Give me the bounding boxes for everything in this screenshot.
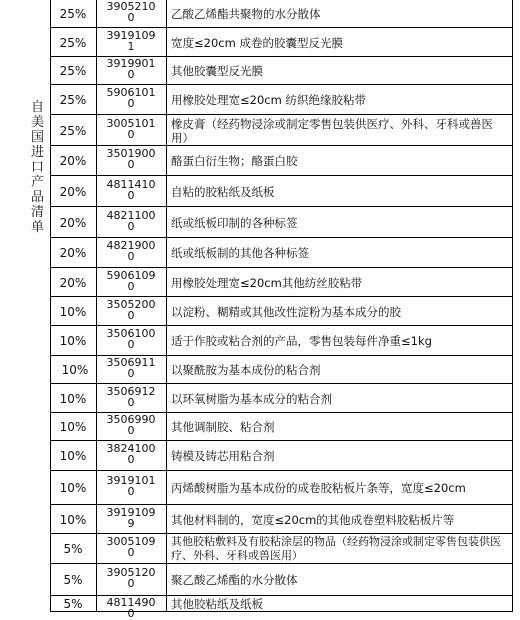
tariff-rate-cell: 25% xyxy=(59,64,87,78)
product-description-cell: 纸或纸板印制的各种标签 xyxy=(171,215,298,230)
tariff-rate-cell: 5% xyxy=(63,597,83,611)
product-description-cell: 用橡胶处理宽≤20cm 纺织绝缘胶粘带 xyxy=(171,93,366,107)
tariff-rate-cell: 20% xyxy=(59,275,87,290)
hs-code-cell: 3506100 0 xyxy=(106,327,156,351)
hs-code-cell: 5906101 0 xyxy=(106,86,156,110)
hs-code-cell: 3824100 0 xyxy=(106,442,156,466)
product-description-cell: 用橡胶处理宽≤20cm其他纺丝胶粘带 xyxy=(171,275,363,290)
product-description-cell: 以环氧树脂为基本成分的粘合剂 xyxy=(171,391,332,406)
product-description-cell: 其他材料制的，宽度≤20cm的其他成卷塑料胶粘板片等 xyxy=(171,512,455,527)
tariff-rate-cell: 20% xyxy=(59,154,87,168)
product-description-cell: 其他调制胶、粘合剂 xyxy=(171,420,275,434)
tariff-rate-cell: 10% xyxy=(59,304,87,319)
tariff-rate-cell: 10% xyxy=(59,420,87,434)
hs-code-cell: 4821100 0 xyxy=(106,209,156,233)
product-description-cell: 聚乙酸乙烯酯的水分散体 xyxy=(171,573,298,587)
tariff-rate-cell: 20% xyxy=(59,184,87,199)
tariff-rate-cell: 10% xyxy=(59,481,87,495)
tariff-rate-cell: 20% xyxy=(59,215,87,230)
product-description-cell: 纸或纸板制的其他各种标签 xyxy=(171,246,309,260)
hs-code-cell: 5906109 0 xyxy=(106,269,156,293)
product-description-cell: 乙酸乙烯酯共聚物的水分散体 xyxy=(171,7,321,21)
hs-code-cell: 3005101 0 xyxy=(106,117,156,141)
tariff-rate-cell: 5% xyxy=(63,573,83,587)
hs-code-cell: 3005109 0 xyxy=(106,535,156,559)
hs-code-cell: 4811490 0 xyxy=(106,596,156,620)
product-description-cell: 丙烯酸树脂为基本成份的成卷胶粘板片条等，宽度≤20cm xyxy=(171,481,466,495)
tariff-rate-cell: 25% xyxy=(59,35,87,50)
tariff-rate-cell: 10% xyxy=(59,334,87,348)
hs-code-cell: 3919109 1 xyxy=(106,29,156,53)
tariff-rate-cell: 5% xyxy=(63,542,83,556)
hs-code-cell: 3919901 0 xyxy=(106,57,156,81)
product-description-cell: 适于作胶或粘合剂的产品，零售包装每件净重≤1kg xyxy=(171,334,432,348)
tariff-rate-cell: 10% xyxy=(59,449,87,463)
tariff-rate-cell: 25% xyxy=(59,93,87,107)
product-description-cell: 其他胶粘纸及纸板 xyxy=(171,597,263,611)
product-description-cell: 以聚酰胺为基本成份的粘合剂 xyxy=(171,363,321,377)
hs-code-cell: 3905120 0 xyxy=(106,566,156,590)
product-description-cell: 其他胶粘敷料及有胶粘涂层的物品（经药物浸涂或制定零售包装供医疗、外科、牙科或兽医用） xyxy=(171,535,501,562)
tariff-rate-cell: 10% xyxy=(59,391,87,406)
tariff-rate-cell: 10% xyxy=(59,512,87,527)
hs-code-cell: 3501900 0 xyxy=(106,147,156,171)
product-description-cell: 以淀粉、糊精或其他改性淀粉为基本成分的胶 xyxy=(171,304,401,319)
hs-code-cell: 3505200 0 xyxy=(106,298,156,322)
col-divider xyxy=(512,0,513,612)
hs-code-cell: 4821900 0 xyxy=(106,239,156,263)
hs-code-cell: 3506990 0 xyxy=(106,413,156,437)
product-description-cell: 铸模及铸芯用粘合剂 xyxy=(171,449,275,463)
product-description-cell: 橡皮膏（经药物浸涂或制定零售包装供医疗、外科、牙科或兽医用） xyxy=(171,116,493,145)
product-description-cell: 宽度≤20cm 成卷的胶囊型反光膜 xyxy=(171,35,343,50)
product-description-cell: 其他胶囊型反光膜 xyxy=(171,64,263,78)
hs-code-cell: 3919101 0 xyxy=(106,474,156,498)
product-description-cell: 酪蛋白衍生物；酪蛋白胶 xyxy=(171,154,298,168)
side-label: 自美国进口产品清单 xyxy=(30,100,45,235)
tariff-rate-cell: 20% xyxy=(59,246,87,260)
hs-code-cell: 3905210 0 xyxy=(106,0,156,24)
hs-code-cell: 3919109 9 xyxy=(106,506,156,530)
tariff-rate-cell: 25% xyxy=(59,7,87,21)
hs-code-cell: 3506912 0 xyxy=(106,385,156,409)
hs-code-cell: 3506911 0 xyxy=(106,356,156,380)
tariff-rate-cell: 10% xyxy=(61,363,89,377)
product-description-cell: 自粘的胶粘纸及纸板 xyxy=(171,184,275,199)
hs-code-cell: 4811410 0 xyxy=(106,178,156,202)
tariff-rate-cell: 25% xyxy=(59,123,87,138)
